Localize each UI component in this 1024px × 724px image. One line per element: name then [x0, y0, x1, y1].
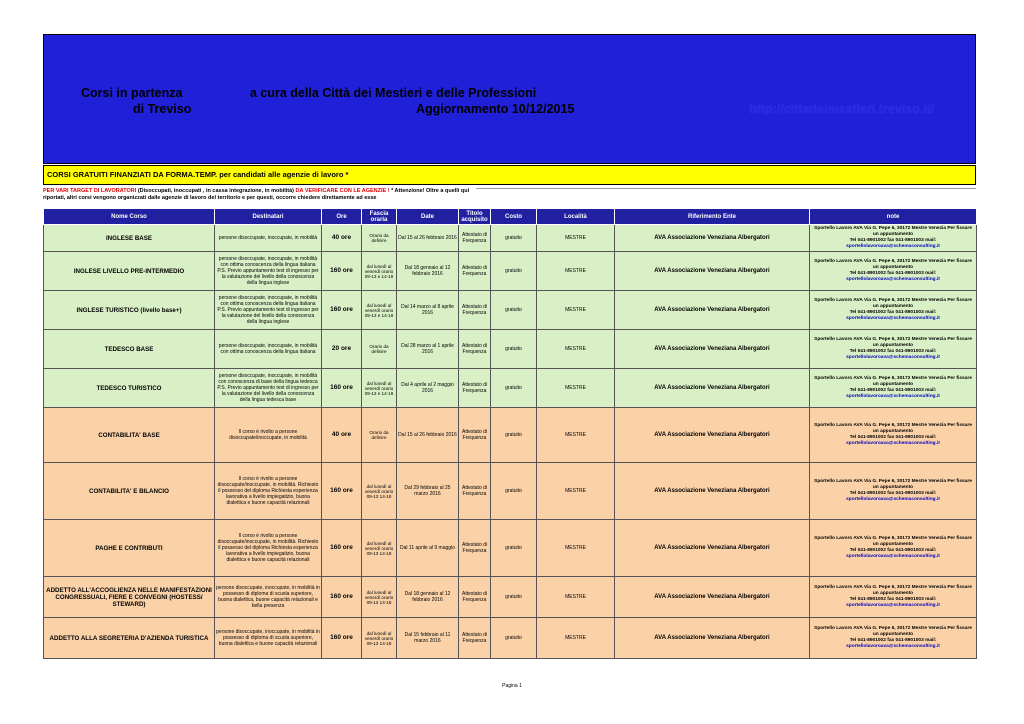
course-entity: AVA Associazione Veneziana Albergatori: [615, 369, 810, 408]
notes-email-link[interactable]: sportellolavoroava@schemaconsulting.it: [846, 644, 940, 649]
table-row: [44, 291, 977, 330]
course-notes: [810, 463, 977, 520]
course-dates: Dal 15 al 26 febbraio 2016: [397, 225, 459, 252]
course-entity: AVA Associazione Veneziana Albergatori: [615, 618, 810, 659]
notes-email-link[interactable]: sportellolavoroava@schemaconsulting.it: [846, 355, 940, 360]
course-name: INGLESE BASE: [44, 225, 215, 252]
course-cost: gratuito: [491, 291, 537, 330]
course-cost: gratuito: [491, 225, 537, 252]
course-cost: gratuito: [491, 330, 537, 369]
notes-phone-line: Tel 041-8901002 fax 041-8901003 mail:: [849, 638, 937, 643]
col-header: Località: [537, 209, 615, 225]
notes-contact-line: Sportello Lavoro AVA Via G. Pepe 6, 30172 Mestre Venezia Per fissare un appuntamento: [814, 626, 972, 637]
course-notes: [810, 577, 977, 618]
course-title-earned: Attestato di Frequenza: [459, 291, 491, 330]
notes-contact-line: Sportello Lavoro AVA Via G. Pepe 6, 30172 Mestre Venezia Per fissare un appuntamento: [814, 226, 972, 237]
course-entity: AVA Associazione Veneziana Albergatori: [615, 577, 810, 618]
notes-email-link[interactable]: sportellolavoroava@schemaconsulting.it: [846, 603, 940, 608]
notes-phone-line: Tel 041-8901002 fax 041-8901003 mail:: [849, 238, 937, 243]
course-entity: AVA Associazione Veneziana Albergatori: [615, 291, 810, 330]
course-name: ADDETTO ALL'ACCOGLIENZA NELLE MANIFESTAZIONI CONGRESSUALI, FIERE E CONVEGNI (HOSTESS/ STEWARD): [44, 577, 215, 618]
course-name: CONTABILITA' E BILANCIO: [44, 463, 215, 520]
table-row: [44, 330, 977, 369]
course-target: persone disoccupate, inoccupate, in mobilità con conoscenza di base della lingua tedesca P.S. Previo appuntamento test di ingresso per la valutazione del livello della conoscenza della lingua tedesca base: [215, 369, 322, 408]
course-target: persone disoccupate, inoccupate, in mobilità: [215, 225, 322, 252]
course-schedule: dal lunedì al venerdì orario 09-13 e 14-18: [362, 252, 397, 291]
notes-contact-line: Sportello Lavoro AVA Via G. Pepe 6, 30172 Mestre Venezia Per fissare un appuntamento: [814, 298, 972, 309]
course-location: MESTRE: [537, 463, 615, 520]
course-entity: AVA Associazione Veneziana Albergatori: [615, 520, 810, 577]
notes-contact-line: Sportello Lavoro AVA Via G. Pepe 6, 30172 Mestre Venezia Per fissare un appuntamento: [814, 479, 972, 490]
course-notes: [810, 225, 977, 252]
page-footer: Pagina 1: [502, 683, 522, 689]
table-header-row: [44, 209, 977, 225]
course-name: CONTABILITA' BASE: [44, 408, 215, 463]
col-header: Destinatari: [215, 209, 322, 225]
course-hours: 160 ore: [322, 520, 362, 577]
course-title-earned: Attestato di Frequenza: [459, 463, 491, 520]
notice-mid-part: (Disoccupati, inoccupati , in cassa integrazione, in mobilità): [136, 188, 296, 194]
course-dates: Dal 14 marzo al 8 aprile 2016: [397, 291, 459, 330]
course-location: MESTRE: [537, 577, 615, 618]
course-schedule: dal lunedì al venerdì orario 09-13 e 14-18: [362, 369, 397, 408]
notice-grid-spacer: [476, 188, 976, 209]
course-title-earned: Attestato di Frequenza: [459, 369, 491, 408]
table-row: [44, 252, 977, 291]
notes-email-link[interactable]: sportellolavoroava@schemaconsulting.it: [846, 316, 940, 321]
notes-contact-line: Sportello Lavoro AVA Via G. Pepe 6, 30172 Mestre Venezia Per fissare un appuntamento: [814, 259, 972, 270]
notes-email-link[interactable]: sportellolavoroava@schemaconsulting.it: [846, 394, 940, 399]
course-title-earned: Attestato di Frequenza: [459, 520, 491, 577]
course-title-earned: Attestato di Frequenza: [459, 330, 491, 369]
table-row: [44, 618, 977, 659]
course-entity: AVA Associazione Veneziana Albergatori: [615, 225, 810, 252]
website-link[interactable]: http://cittadeimestieri.treviso.it/: [749, 102, 935, 116]
course-target: persone disoccupate, inoccupate, in mobilità con ottima conoscenza della lingua italiana: [215, 330, 322, 369]
course-schedule: Orario da definire: [362, 330, 397, 369]
course-hours: 160 ore: [322, 369, 362, 408]
table-row: [44, 577, 977, 618]
notes-contact-line: Sportello Lavoro AVA Via G. Pepe 6, 30172 Mestre Venezia Per fissare un appuntamento: [814, 376, 972, 387]
course-cost: gratuito: [491, 618, 537, 659]
notes-contact-line: Sportello Lavoro AVA Via G. Pepe 6, 30172 Mestre Venezia Per fissare un appuntamento: [814, 423, 972, 434]
course-name: PAGHE E CONTRIBUTI: [44, 520, 215, 577]
header-left-title-2: di Treviso: [133, 102, 192, 116]
course-dates: Dal 11 aprile al 9 maggio: [397, 520, 459, 577]
course-dates: Dal 29 febbraio al 25 marzo 2016: [397, 463, 459, 520]
course-target: persone disoccupate, inoccupate, in mobilità con ottima conoscenza della lingua italiana P.S. Previo appuntamento test di ingresso per la valutazione del livello della conoscenza della lingua inglese: [215, 252, 322, 291]
course-location: MESTRE: [537, 369, 615, 408]
course-schedule: dal lunedì al venerdì orario 09-13 14-18: [362, 520, 397, 577]
course-cost: gratuito: [491, 252, 537, 291]
course-hours: 160 ore: [322, 463, 362, 520]
notes-phone-line: Tel 041-8901002 fax 041-8901003 mail:: [849, 349, 937, 354]
course-location: MESTRE: [537, 618, 615, 659]
notes-phone-line: Tel 041-8901002 fax 041-8901003 mail:: [849, 548, 937, 553]
col-header: Riferimento Ente: [615, 209, 810, 225]
course-hours: 160 ore: [322, 252, 362, 291]
notes-phone-line: Tel 041-8901002 fax 041-8901003 mail:: [849, 491, 937, 496]
notes-contact-line: Sportello Lavoro AVA Via G. Pepe 6, 30172 Mestre Venezia Per fissare un appuntamento: [814, 337, 972, 348]
header-center-title-2: Aggiornamento 10/12/2015: [416, 102, 575, 116]
table-row: [44, 408, 977, 463]
course-name: ADDETTO ALLA SEGRETERIA D'AZIENDA TURISTICA: [44, 618, 215, 659]
course-dates: Dal 15 febbraio al 11 marzo 2016: [397, 618, 459, 659]
course-location: MESTRE: [537, 252, 615, 291]
course-schedule: dal lunedì al venerdì orario 09-13 14-18: [362, 577, 397, 618]
header-left-title-1: Corsi in partenza: [81, 86, 183, 100]
notes-contact-line: Sportello Lavoro AVA Via G. Pepe 6, 30172 Mestre Venezia Per fissare un appuntamento: [814, 536, 972, 547]
course-location: MESTRE: [537, 330, 615, 369]
course-dates: Dal 15 al 26 febbraio 2016: [397, 408, 459, 463]
course-cost: gratuito: [491, 463, 537, 520]
notes-email-link[interactable]: sportellolavoroava@schemaconsulting.it: [846, 497, 940, 502]
notes-email-link[interactable]: sportellolavoroava@schemaconsulting.it: [846, 441, 940, 446]
course-dates: Dal 4 aprile al 2 maggio 2016: [397, 369, 459, 408]
notes-phone-line: Tel 041-8901002 fax 041-8901003 mail:: [849, 388, 937, 393]
notes-phone-line: Tel 041-8901002 fax 041-8901003 mail:: [849, 597, 937, 602]
page-header: [43, 34, 976, 164]
course-title-earned: Attestato di Frequenza: [459, 408, 491, 463]
col-header: Fascia oraria: [362, 209, 397, 225]
course-target: Il corso è rivolto a persone disoccupate/inoccupate, in mobilità. Richiesto il possesso del diploma Richiesta esperienza lavorativa a livello impiegatizio, buona dialettica e buone capacità relazionali: [215, 463, 322, 520]
notes-phone-line: Tel 041-8901002 fax 041-8901003 mail:: [849, 435, 937, 440]
notes-email-link[interactable]: sportellolavoroava@schemaconsulting.it: [846, 277, 940, 282]
course-entity: AVA Associazione Veneziana Albergatori: [615, 463, 810, 520]
col-header: note: [810, 209, 977, 225]
course-location: MESTRE: [537, 520, 615, 577]
course-notes: [810, 369, 977, 408]
course-notes: [810, 618, 977, 659]
notice-red-part-2: DA VERIFICARE CON LE AGENZIE !: [295, 188, 390, 194]
free-courses-banner: CORSI GRATUITI FINANZIATI DA FORMA.TEMP. per candidati alle agenzie di lavoro *: [43, 165, 976, 185]
course-hours: 160 ore: [322, 577, 362, 618]
course-cost: gratuito: [491, 369, 537, 408]
course-name: INGLESE TURISTICO (livello base+): [44, 291, 215, 330]
course-title-earned: Attestato di Frequenza: [459, 225, 491, 252]
table-row: [44, 463, 977, 520]
course-name: TEDESCO TURISTICO: [44, 369, 215, 408]
notes-phone-line: Tel 041-8901002 fax 041-8901003 mail:: [849, 271, 937, 276]
col-header: Costo: [491, 209, 537, 225]
col-header: Ore: [322, 209, 362, 225]
target-notice: [43, 188, 476, 208]
course-name: INGLESE LIVELLO PRE-INTERMEDIO: [44, 252, 215, 291]
course-location: MESTRE: [537, 225, 615, 252]
course-title-earned: Attestato di Frequenza: [459, 577, 491, 618]
course-target: persone disoccupate, inoccupate, in mobilità in possesso di diploma di scuola superiore, buona dialettica e buone capacità relazionali: [215, 618, 322, 659]
course-title-earned: Attestato di Frequenza: [459, 618, 491, 659]
course-schedule: Orario da definire: [362, 408, 397, 463]
notes-email-link[interactable]: sportellolavoroava@schemaconsulting.it: [846, 554, 940, 559]
course-target: persone disoccupate, inoccupate, in mobilità in possesso di diploma di scuola superiore, buona dialettica, buone capacità relazionali e bella presenza: [215, 577, 322, 618]
course-notes: [810, 520, 977, 577]
course-notes: [810, 408, 977, 463]
col-header: Nome Corso: [44, 209, 215, 225]
course-location: MESTRE: [537, 408, 615, 463]
course-notes: [810, 330, 977, 369]
col-header: Date: [397, 209, 459, 225]
course-notes: [810, 291, 977, 330]
course-cost: gratuito: [491, 408, 537, 463]
course-hours: 40 ore: [322, 408, 362, 463]
course-entity: AVA Associazione Veneziana Albergatori: [615, 408, 810, 463]
header-center-title-1: a cura della Città dei Mestieri e delle Professioni: [250, 86, 537, 100]
course-schedule: dal lunedì al venerdì orario 09-13 14-18: [362, 463, 397, 520]
table-row: [44, 225, 977, 252]
course-schedule: dal lunedì al venerdì orario 09-13 14-18: [362, 618, 397, 659]
course-hours: 20 ore: [322, 330, 362, 369]
courses-table: [43, 208, 977, 659]
course-schedule: Orario da definire: [362, 225, 397, 252]
notice-red-part: PER VARI TARGET DI LAVORATORI: [43, 188, 137, 194]
notes-contact-line: Sportello Lavoro AVA Via G. Pepe 6, 30172 Mestre Venezia Per fissare un appuntamento: [814, 585, 972, 596]
course-dates: Dal 18 gennaio al 12 febbraio 2016: [397, 577, 459, 618]
course-notes: [810, 252, 977, 291]
course-title-earned: Attestato di Frequenza: [459, 252, 491, 291]
notice-end-part: * Attenzione! Oltre a quelli qui riportati, altri corsi vengono organizzati dalle agenzie di lavoro del territorio e per questi, occorre chiedere direttamente ad esse: [43, 188, 470, 201]
course-cost: gratuito: [491, 520, 537, 577]
course-dates: Dal 28 marzo al 1 aprile 2016: [397, 330, 459, 369]
course-hours: 40 ore: [322, 225, 362, 252]
notes-phone-line: Tel 041-8901002 fax 041-8901003 mail:: [849, 310, 937, 315]
course-target: Il corso è rivolto a persone disoccupate/inoccupate, in mobilità: [215, 408, 322, 463]
course-schedule: dal lunedì al venerdì orario 09-13 e 14-18: [362, 291, 397, 330]
course-entity: AVA Associazione Veneziana Albergatori: [615, 330, 810, 369]
course-hours: 160 ore: [322, 291, 362, 330]
notes-email-link[interactable]: sportellolavoroava@schemaconsulting.it: [846, 244, 940, 249]
col-header: Titolo acquisito: [459, 209, 491, 225]
course-name: TEDESCO BASE: [44, 330, 215, 369]
course-location: MESTRE: [537, 291, 615, 330]
table-row: [44, 369, 977, 408]
table-row: [44, 520, 977, 577]
course-entity: AVA Associazione Veneziana Albergatori: [615, 252, 810, 291]
course-dates: Dal 18 gennaio al 12 febbraio 2016: [397, 252, 459, 291]
course-target: Il corso è rivolto a persone disoccupate/inoccupate, in mobilità. Richiesto il possesso del diploma Richiesta esperienza lavorativa a livello impiegatizio, buona dialettica e buone capacità relazionali: [215, 520, 322, 577]
course-target: persone disoccupate, inoccupate, in mobilità con ottima conoscenza della lingua italiana P.S. Previo appuntamento test di ingresso per la valutazione del livello della conoscenza della lingua inglese: [215, 291, 322, 330]
course-cost: gratuito: [491, 577, 537, 618]
course-hours: 160 ore: [322, 618, 362, 659]
